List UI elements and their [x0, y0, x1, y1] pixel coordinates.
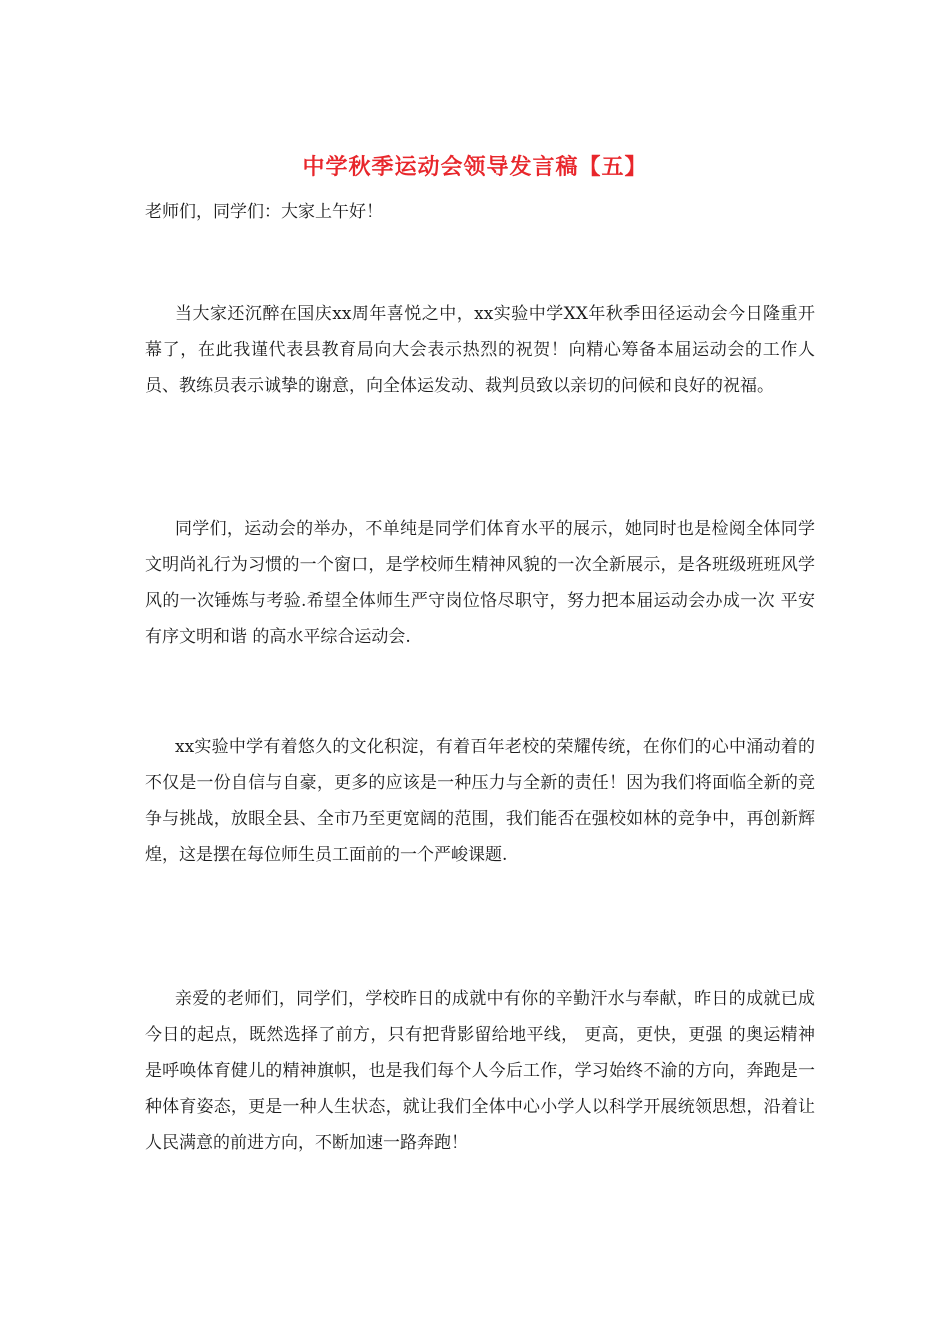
paragraph-4: 亲爱的老师们，同学们，学校昨日的成就中有你的辛勤汗水与奉献，昨日的成就已成今日的起点，既然选择了前方，只有把背影留给地平线， 更高，更快，更强 的奥运精神是呼唤体育健儿的精神旗帜，也是我们每个人今后工作，学习始终不渝的方向，奔跑是一种体育姿态，更是一种人生状态，就让我们全体中心小学人以科学开展统领思想，沿着让人民满意的前进方向，不断加速一路奔跑！: [145, 989, 815, 1153]
paragraph-3: xx实验中学有着悠久的文化积淀，有着百年老校的荣耀传统，在你们的心中涌动着的不仅是一份自信与自豪，更多的应该是一种压力与全新的责任！因为我们将面临全新的竞争与挑战，放眼全县、全市乃至更宽阔的范围，我们能否在强校如林的竞争中，再创新辉煌，这是摆在每位师生员工面前的一个严峻课题.: [145, 737, 815, 865]
paragraph-2: 同学们，运动会的举办，不单纯是同学们体育水平的展示，她同时也是检阅全体同学文明尚礼行为习惯的一个窗口，是学校师生精神风貌的一次全新展示，是各班级班班风学风的一次锤炼与考验.希望全体师生严守岗位恪尽职守，努力把本届运动会办成一次 平安有序文明和谐 的高水平综合运动会.: [145, 519, 815, 647]
greeting-line: 老师们，同学们：大家上午好！: [145, 202, 383, 222]
document-title: 中学秋季运动会领导发言稿【五】: [302, 155, 648, 180]
paragraph-1: 当大家还沉醉在国庆xx周年喜悦之中，xx实验中学XX年秋季田径运动会今日隆重开幕了，在此我谨代表县教育局向大会表示热烈的祝贺！向精心筹备本届运动会的工作人员、教练员表示诚挚的谢意，向全体运发动、裁判员致以亲切的问候和良好的祝福。: [145, 304, 815, 396]
